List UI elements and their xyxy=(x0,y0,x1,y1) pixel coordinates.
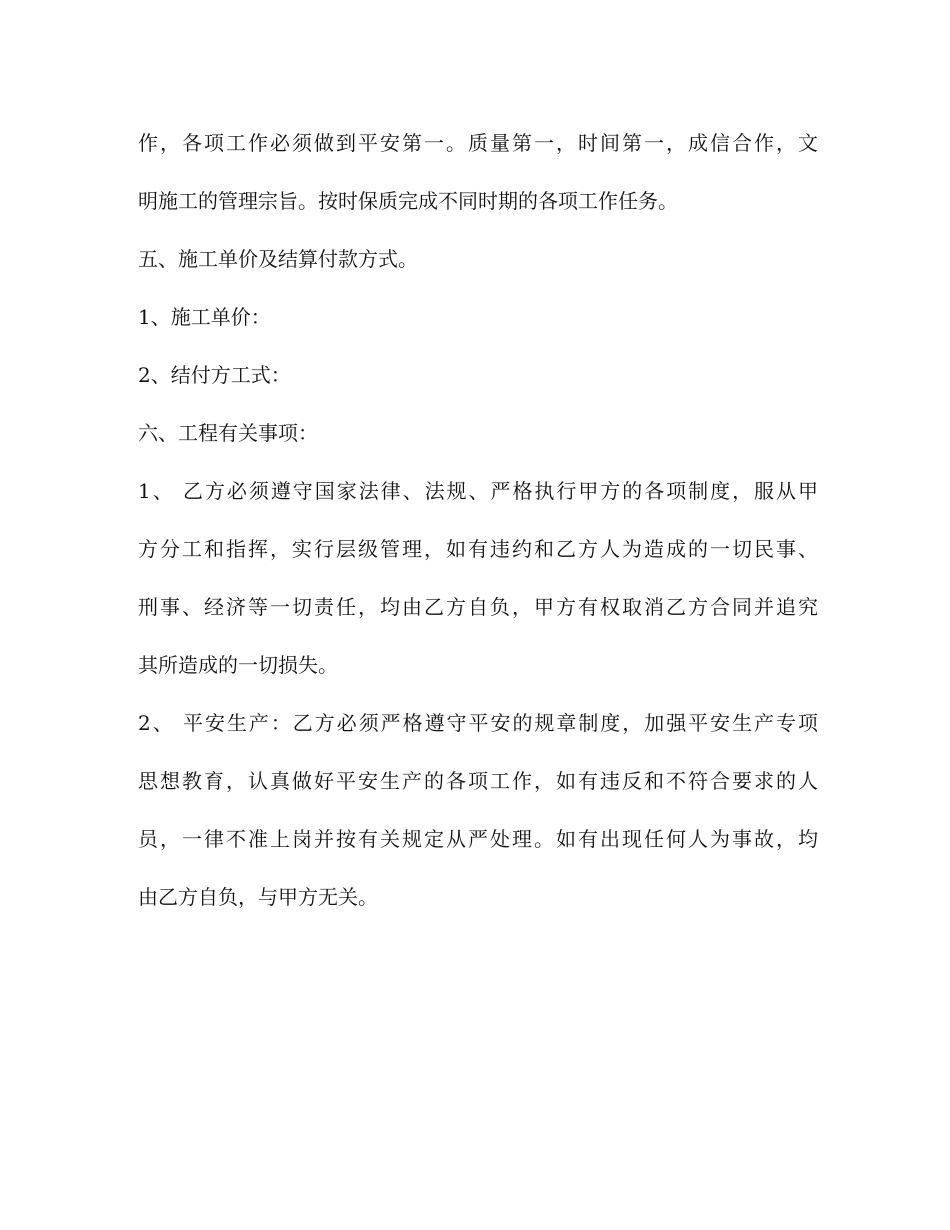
paragraph-line: 其所造成的一切损失。 xyxy=(138,653,338,677)
paragraph-line: 员，一律不准上岗并按有关规定从严处理。如有出现任何人为事故，均 xyxy=(138,827,818,851)
paragraph-line: 2、 平安生产：乙方必须严格遵守平安的规章制度，加强平安生产专项 xyxy=(138,711,818,735)
document-body xyxy=(138,114,818,926)
paragraph-line: 刑事、经济等一切责任，均由乙方自负，甲方有权取消乙方合同并追究 xyxy=(138,595,818,619)
paragraph-line: 思想教育，认真做好平安生产的各项工作，如有违反和不符合要求的人 xyxy=(138,769,818,793)
list-item: 2、结付方工式： xyxy=(138,363,291,387)
paragraph-line: 方分工和指挥，实行层级管理，如有违约和乙方人为造成的一切民事、 xyxy=(138,537,818,561)
section-heading: 六、工程有关事项： xyxy=(138,421,318,445)
paragraph-line: 由乙方自负，与甲方无关。 xyxy=(138,885,378,909)
section-heading: 五、施工单价及结算付款方式。 xyxy=(138,247,418,271)
paragraph-line: 作，各项工作必须做到平安第一。质量第一，时间第一，成信合作，文 xyxy=(138,131,818,155)
paragraph-line: 明施工的管理宗旨。按时保质完成不同时期的各项工作任务。 xyxy=(138,189,678,213)
list-item: 1、施工单价： xyxy=(138,305,271,329)
paragraph-line: 1、 乙方必须遵守国家法律、法规、严格执行甲方的各项制度，服从甲 xyxy=(138,479,818,503)
